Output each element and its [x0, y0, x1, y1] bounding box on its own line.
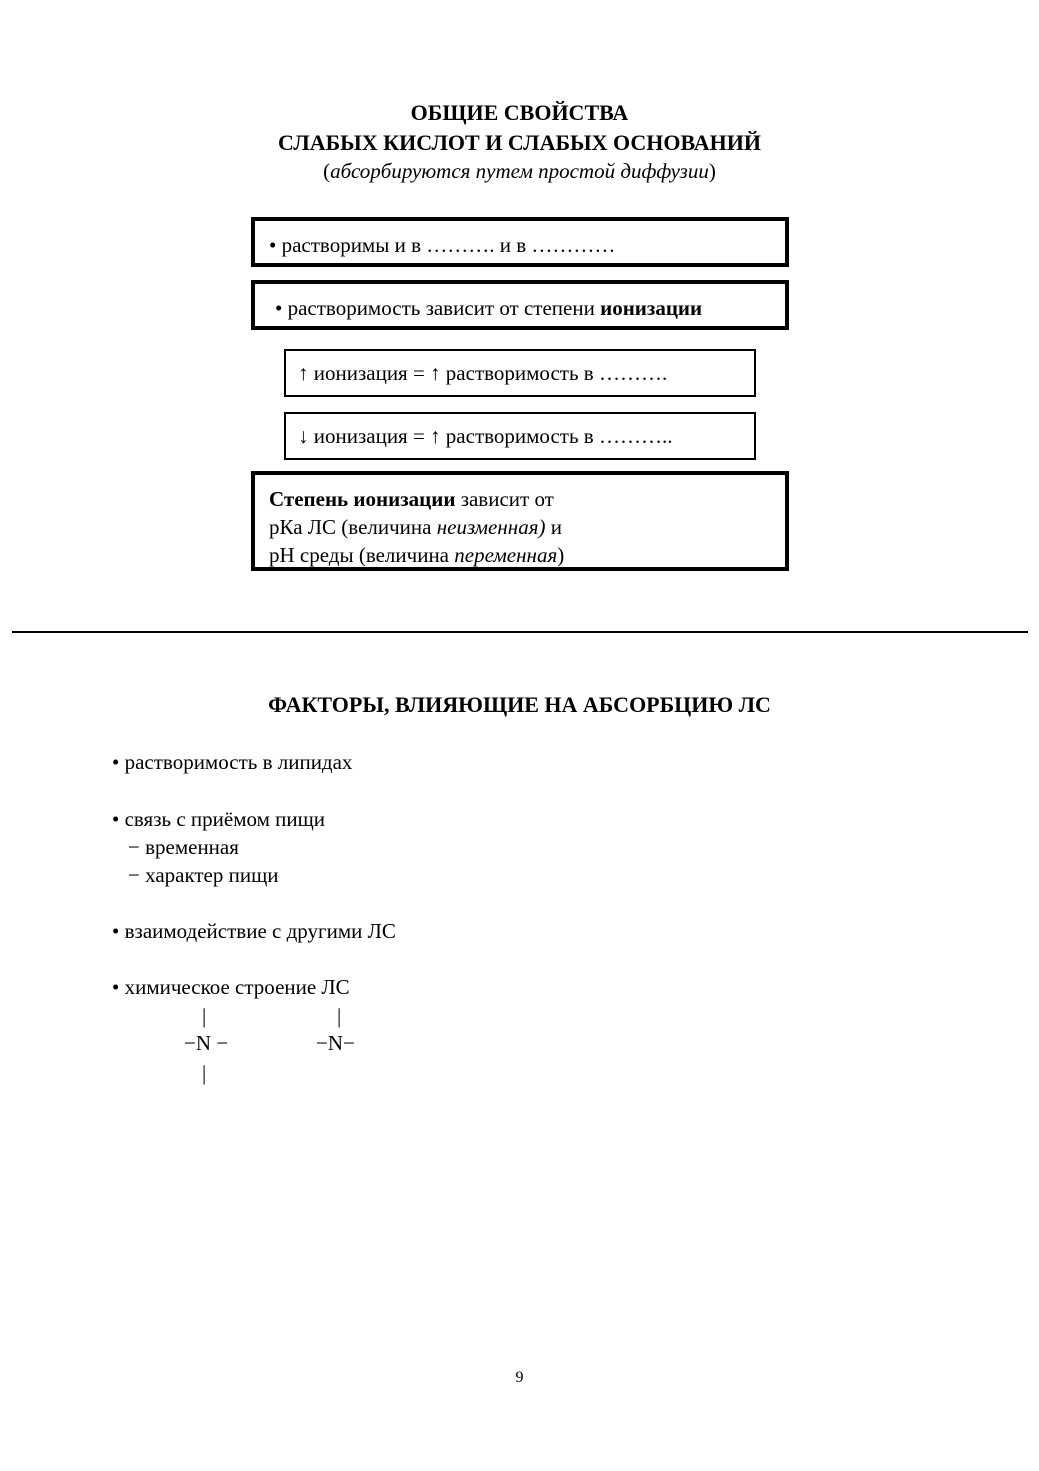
- chem2-formula: −N−: [316, 1031, 355, 1055]
- section1-title: [0, 98, 1039, 158]
- box5-line3-end: ): [557, 543, 565, 567]
- box5-line3-start: рН среды (величина: [269, 543, 455, 567]
- box-ionization-dependence: [251, 280, 789, 330]
- box-ionization-text: • растворимость зависит от степени: [275, 296, 601, 320]
- section1-title-line2: СЛАБЫХ КИСЛОТ И СЛАБЫХ ОСНОВАНИЙ: [277, 130, 761, 155]
- section2-title: ФАКТОРЫ, ВЛИЯЮЩИЕ НА АБСОРБЦИЮ ЛС: [268, 692, 771, 717]
- section-divider: [12, 631, 1028, 633]
- factor-chemical-structure: • химическое строение ЛС: [112, 975, 350, 999]
- chem2-bond-top: |: [337, 1004, 342, 1028]
- box-ionization-up: [284, 349, 756, 397]
- page-number: 9: [515, 1369, 524, 1386]
- box5-line2-italic: неизменная): [436, 515, 546, 539]
- chem1-formula: −N −: [184, 1031, 229, 1055]
- chem1-bond-top: |: [202, 1004, 207, 1028]
- box5-line2-start: рКа ЛС (величина: [269, 515, 437, 539]
- box5-line1: [269, 485, 785, 513]
- subtitle-close-paren: ): [708, 159, 716, 183]
- box-ionization-down: [284, 412, 756, 460]
- box5-line1-bold: Степень ионизации: [269, 487, 456, 511]
- box5-line2: [269, 513, 785, 541]
- subtitle-italic: абсорбируются путем простой диффузии: [330, 159, 709, 183]
- factor-food-intake-type: − характер пищи: [128, 863, 279, 887]
- section1-subtitle: [0, 156, 1039, 186]
- chem1-bond-bottom: |: [202, 1061, 207, 1085]
- factor-food-intake-temporal: − временная: [128, 835, 239, 859]
- box5-line1-rest: зависит от: [455, 487, 554, 511]
- box5-line3-italic: переменная: [454, 543, 558, 567]
- box-solubility-text: • растворимы и в ………. и в …………: [269, 233, 616, 257]
- factor-lipid-solubility: • растворимость в липидах: [112, 750, 353, 774]
- box5-line3: [269, 541, 785, 569]
- section1-title-line1: ОБЩИЕ СВОЙСТВА: [410, 100, 629, 125]
- factor-food-intake: • связь с приёмом пищи: [112, 807, 326, 831]
- box-solubility: [251, 217, 789, 267]
- factor-drug-interaction: • взаимодействие с другими ЛС: [112, 919, 396, 943]
- box-ionization-up-text: ↑ ионизация = ↑ растворимость в ……….: [298, 361, 668, 385]
- box-ionization-bold: ионизации: [600, 296, 703, 320]
- box-ionization-down-text: ↓ ионизация = ↑ растворимость в ………..: [298, 424, 673, 448]
- subtitle-open-paren: (: [323, 159, 331, 183]
- box-ionization-degree: [251, 471, 789, 571]
- box5-line2-end: и: [545, 515, 562, 539]
